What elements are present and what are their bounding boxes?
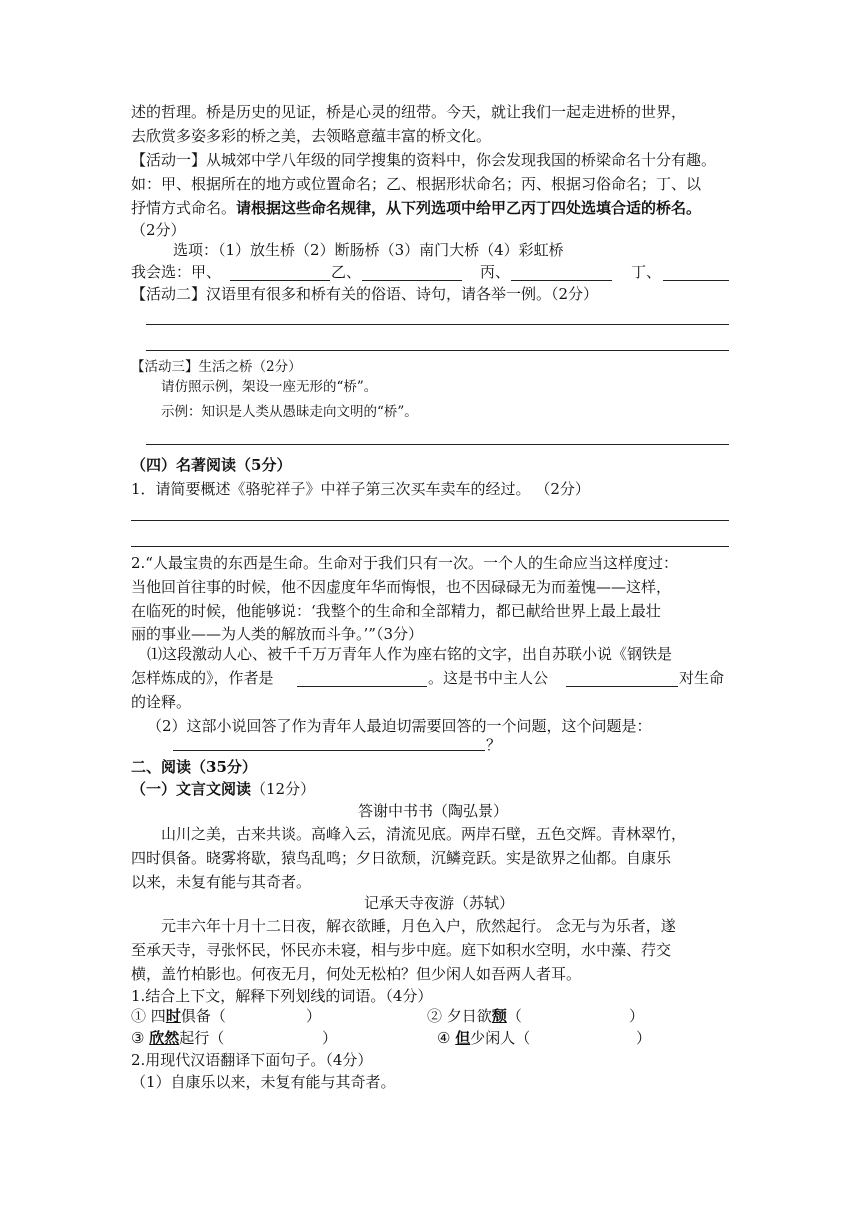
activity3-instruction: 请仿照示例，架设一座无形的“桥”。 [161, 379, 378, 395]
section4-q2-1-line-2a: 怎样炼成的》，作者是 [131, 669, 274, 687]
section4-q2-1-line-2b: 。这是书中主人公 [428, 669, 549, 687]
part2-sub1: （一）文言文阅读（12分） [131, 780, 316, 798]
activity1-score: （2分） [131, 221, 186, 239]
activity1-line-2: 如：甲、根据所在的地方或位置命名；乙、根据形状命名；丙、根据习俗命名；丁、以 [131, 175, 702, 193]
text1-line-3: 以来，未复有能与其奇者。 [131, 873, 312, 891]
q1-instruction: 1.结合上下文，解释下列划线的词语。（4分） [131, 987, 433, 1005]
activity1-line-3: 抒情方式命名。请根据这些命名规律，从下列选项中给甲乙丙丁四处选填合适的桥名。 [131, 199, 702, 217]
q2-1-sentence: （1）自康乐以来，未复有能与其奇者。 [131, 1073, 396, 1091]
text2-line-1: 元丰六年十月十二日夜，解衣欲睡，月色入户，欣然起行。 念无与为乐者，遂 [161, 917, 676, 935]
answer-blank-yi[interactable] [362, 280, 462, 281]
activity1-options: 选项：（1）放生桥（2）断肠桥（3）南门大桥（4）彩虹桥 [173, 241, 564, 259]
section4-q2-2-line-1: （2）这部小说回答了作为青年人最迫切需要回答的一个问题，这个问题是： [147, 717, 652, 735]
text2-line-3: 横，盖竹柏影也。何夜无月，何处无松柏？但少闲人如吾两人者耳。 [131, 965, 582, 983]
section4-q2-1-line-1: ⑴这段激动人心、被千千万万青年人作为座右铭的文字，出自苏联小说《钢铁是 [147, 645, 673, 663]
word-item-2: ② 夕日欲颓（ [427, 1007, 522, 1025]
word-item-2-close: ） [629, 1007, 645, 1025]
answer-line[interactable] [146, 444, 729, 445]
answer-line[interactable] [131, 520, 729, 521]
label-yi: 乙、 [331, 263, 362, 281]
answer-line[interactable] [146, 350, 729, 351]
activity1-line-1: 【活动一】从城郊中学八年级的同学搜集的资料中，你会发现我国的桥梁命名十分有趣。 [131, 151, 717, 169]
word-item-4-close: ） [636, 1029, 652, 1047]
section4-q2-line-4: 丽的事业——为人类的解放而斗争。’”（3分） [131, 625, 423, 643]
section4-title: （四）名著阅读（5分） [131, 456, 292, 474]
text1-title: 答谢中书书（陶弘景） [358, 802, 509, 820]
label-bing: 丙、 [480, 263, 511, 281]
activity2-line: 【活动二】汉语里有很多和桥有关的俗语、诗句，请各举一例。（2分） [131, 285, 599, 303]
section4-q2-line-3: 在临死的时候，他能够说：‘我整个的生命和全部精力，都已献给世界上最上最壮 [131, 602, 661, 620]
q2-instruction: 2.用现代汉语翻译下面句子。（4分） [131, 1051, 373, 1069]
part2-title: 二、阅读（35分） [131, 758, 257, 776]
answer-line[interactable] [131, 546, 729, 547]
section4-q2-1-line-3: 的诠释。 [131, 693, 192, 711]
text1-line-1: 山川之美，古来共谈。高峰入云，清流见底。两岸石壁，五色交辉。青林翠竹， [161, 825, 687, 843]
word-item-4: ④ 但少闲人（ [437, 1029, 531, 1047]
word-item-1-close: ） [306, 1007, 322, 1025]
choose-prefix: 我会选：甲、 [131, 263, 222, 281]
answer-blank-author[interactable] [297, 686, 427, 687]
word-item-3-close: ） [322, 1029, 338, 1047]
activity3-title: 【活动三】生活之桥（2分） [131, 359, 302, 375]
word-item-1: ① 四时俱备（ [131, 1007, 226, 1025]
text1-line-2: 四时俱备。晓雾将歇，猿鸟乱鸣；夕日欲颓，沉鳞竞跃。实是欲界之仙都。自康乐 [131, 849, 672, 867]
answer-blank-jia[interactable] [230, 280, 330, 281]
section4-q2-line-2: 当他回首往事的时候，他不因虚度年华而悔恨，也不因碌碌无为而羞愧——这样， [131, 578, 672, 596]
label-ding: 丁、 [631, 263, 662, 281]
answer-blank-bing[interactable] [511, 280, 612, 281]
section4-q1: 1．请简要概述《骆驼祥子》中祥子第三次买车卖车的经过。 （2分） [131, 480, 590, 498]
answer-blank-ding[interactable] [663, 280, 729, 281]
text2-title: 记承天寺夜游（苏轼） [364, 894, 515, 912]
section4-q2-1-line-2c: 对生命 [679, 669, 725, 687]
intro-line-1: 述的哲理。桥是历史的见证，桥是心灵的纽带。今天，就让我们一起走进桥的世界， [131, 103, 687, 121]
section4-q2-2-end: ？ [486, 736, 502, 754]
intro-line-2: 去欣赏多姿多彩的桥之美，去领略意蕴丰富的桥文化。 [131, 127, 492, 145]
text2-line-2: 至承天寺，寻张怀民，怀民亦未寝，相与步中庭。庭下如积水空明，水中藻、荇交 [131, 941, 672, 959]
answer-blank-question[interactable] [173, 750, 485, 751]
activity3-example: 示例：知识是人类从愚昧走向文明的“桥”。 [161, 404, 418, 420]
section4-q2-line-1: 2.“人最宝贵的东西是生命。生命对于我们只有一次。一个人的生命应当这样度过： [131, 554, 678, 572]
answer-line[interactable] [146, 324, 729, 325]
word-item-3: ③ 欣然起行（ [131, 1029, 225, 1047]
answer-blank-protagonist[interactable] [566, 686, 678, 687]
